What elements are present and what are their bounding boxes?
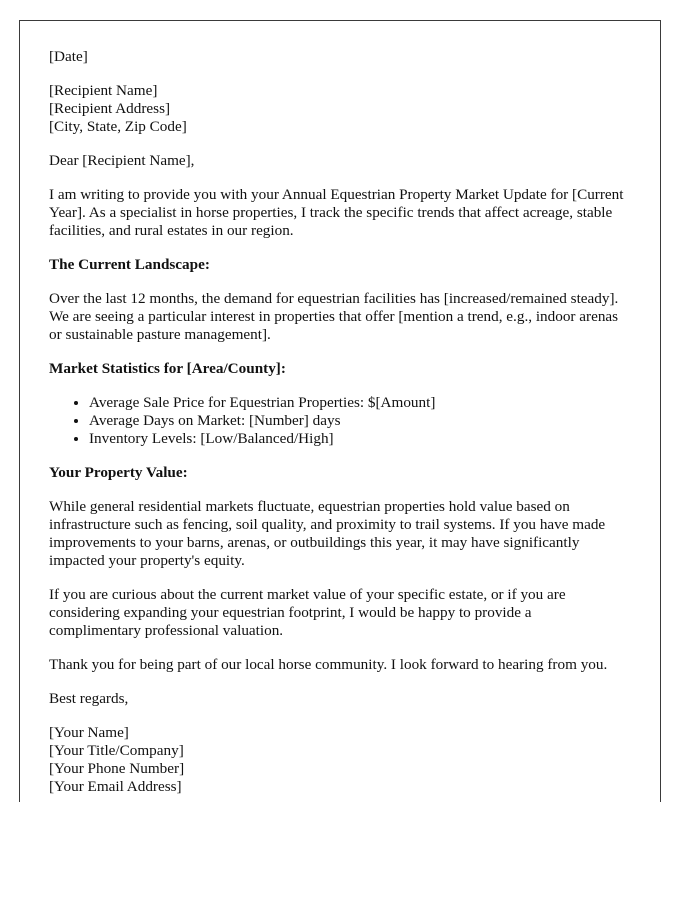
signature-block <box>49 724 624 796</box>
statistics-list <box>49 394 624 448</box>
closing: Best regards, <box>49 690 129 707</box>
thanks-paragraph: Thank you for being part of our local horse community. I look forward to hearing from you. <box>49 656 608 673</box>
recipient-block <box>49 82 624 136</box>
signature-phone: [Your Phone Number] <box>49 760 185 777</box>
signature-email: [Your Email Address] <box>49 778 182 795</box>
letter-body <box>49 48 624 796</box>
letter-date: [Date] <box>49 48 88 65</box>
landscape-paragraph: Over the last 12 months, the demand for equestrian facilities has [increased/remained steady]. We are seeing a particular interest in properties that offer [mention a trend, e.g., indoor arenas or sustainable pasture management]. <box>49 290 619 343</box>
property-value-heading: Your Property Value: <box>49 464 188 481</box>
statistics-heading: Market Statistics for [Area/County]: <box>49 360 286 377</box>
recipient-name: [Recipient Name] <box>49 82 158 99</box>
signature-name: [Your Name] <box>49 724 129 741</box>
intro-paragraph: I am writing to provide you with your Annual Equestrian Property Market Update for [Current Year]. As a specialist in horse properties, I track the specific trends that affect acreage, stable facilities, and rural estates in our region. <box>49 186 624 239</box>
statistics-item-inventory: • Inventory Levels: [Low/Balanced/High] <box>89 430 624 448</box>
statistics-item-days-on-market: • Average Days on Market: [Number] days <box>89 412 624 430</box>
recipient-city-state-zip: [City, State, Zip Code] <box>49 118 187 135</box>
statistics-item-sale-price: • Average Sale Price for Equestrian Properties: $[Amount] <box>89 394 624 412</box>
property-value-paragraph: While general residential markets fluctuate, equestrian properties hold value based on infrastructure such as fencing, soil quality, and proximity to trail systems. If you have made improvements to your barns, arenas, or outbuildings this year, it may have significantly impacted your property's equity. <box>49 498 606 569</box>
recipient-address: [Recipient Address] <box>49 100 171 117</box>
offer-paragraph: If you are curious about the current market value of your specific estate, or if you are considering expanding your equestrian footprint, I would be happy to provide a complimentary professional valuation. <box>49 586 566 639</box>
signature-title-company: [Your Title/Company] <box>49 742 184 759</box>
salutation: Dear [Recipient Name], <box>49 152 195 169</box>
landscape-heading: The Current Landscape: <box>49 256 210 273</box>
letter-page <box>19 20 661 802</box>
